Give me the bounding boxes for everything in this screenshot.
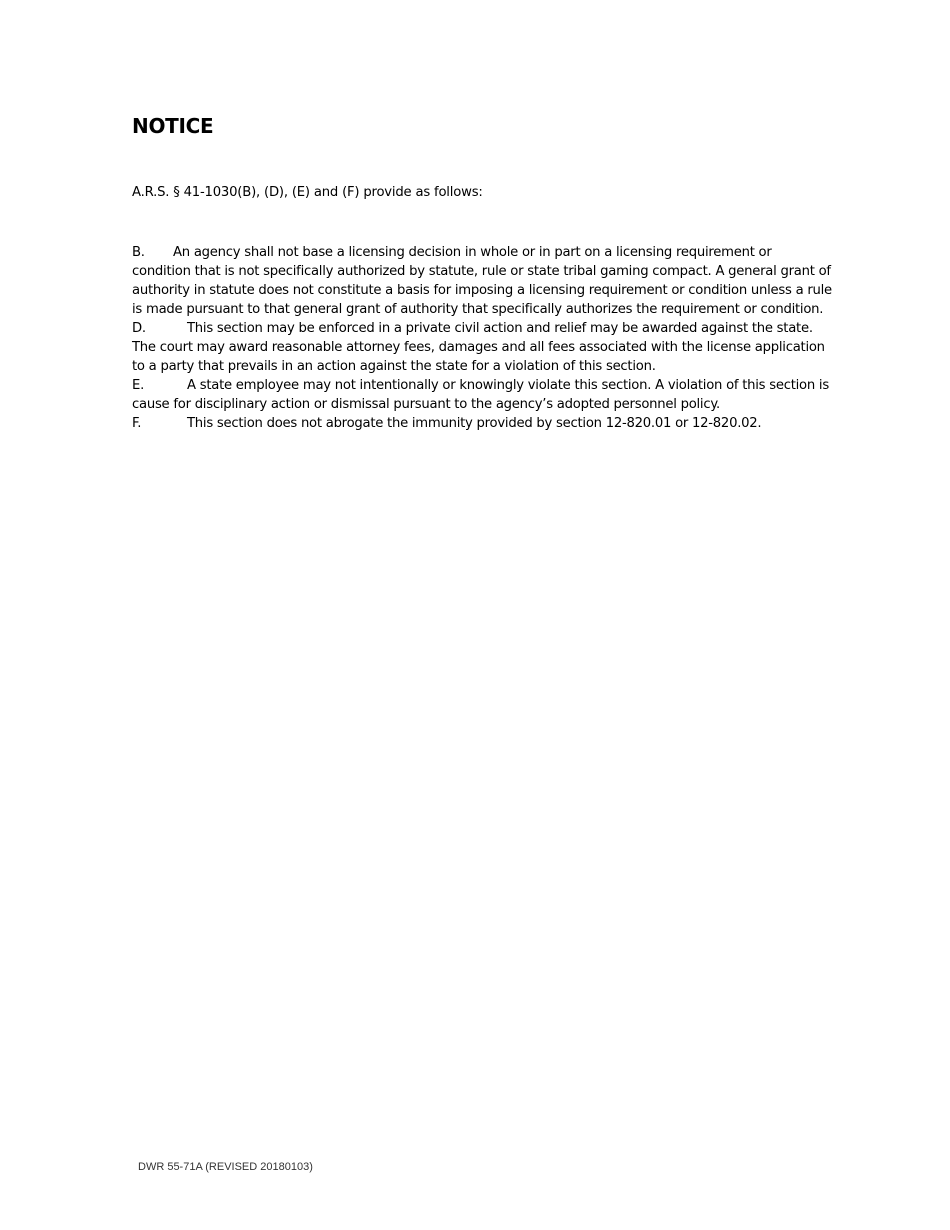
section-e	[132, 376, 832, 414]
statute-sections	[132, 243, 832, 433]
intro-statement: A.R.S. § 41-1030(B), (D), (E) and (F) provide as follows:	[132, 185, 483, 200]
section-text: An agency shall not base a licensing decision in whole or in part on a licensing requirement or condition that is not specifically authorized by statute, rule or state tribal gaming compact. A general grant of authority in statute does not constitute a basis for imposing a licensing requirement or condition unless a rule is made pursuant to that general grant of authority that specifically authorizes the requirement or condition.	[132, 245, 832, 317]
section-text: This section may be enforced in a private civil action and relief may be awarded against the state. The court may award reasonable attorney fees, damages and all fees associated with the license application to a party that prevails in an action against the state for a violation of this section.	[132, 321, 825, 374]
section-text: This section does not abrogate the immunity provided by section 12-820.01 or 12-820.02.	[187, 416, 762, 431]
section-letter: F.	[132, 416, 142, 431]
form-footer: DWR 55-71A (REVISED 20180103)	[138, 1161, 313, 1173]
section-f	[132, 414, 832, 433]
section-d	[132, 319, 832, 376]
section-b	[132, 243, 832, 319]
section-letter: D.	[132, 321, 146, 336]
page-title: NOTICE	[132, 114, 214, 138]
section-letter: E.	[132, 378, 145, 393]
section-text: A state employee may not intentionally or knowingly violate this section. A violation of this section is cause for disciplinary action or dismissal pursuant to the agency’s adopted personnel policy.	[132, 378, 829, 412]
section-letter: B.	[132, 245, 145, 260]
